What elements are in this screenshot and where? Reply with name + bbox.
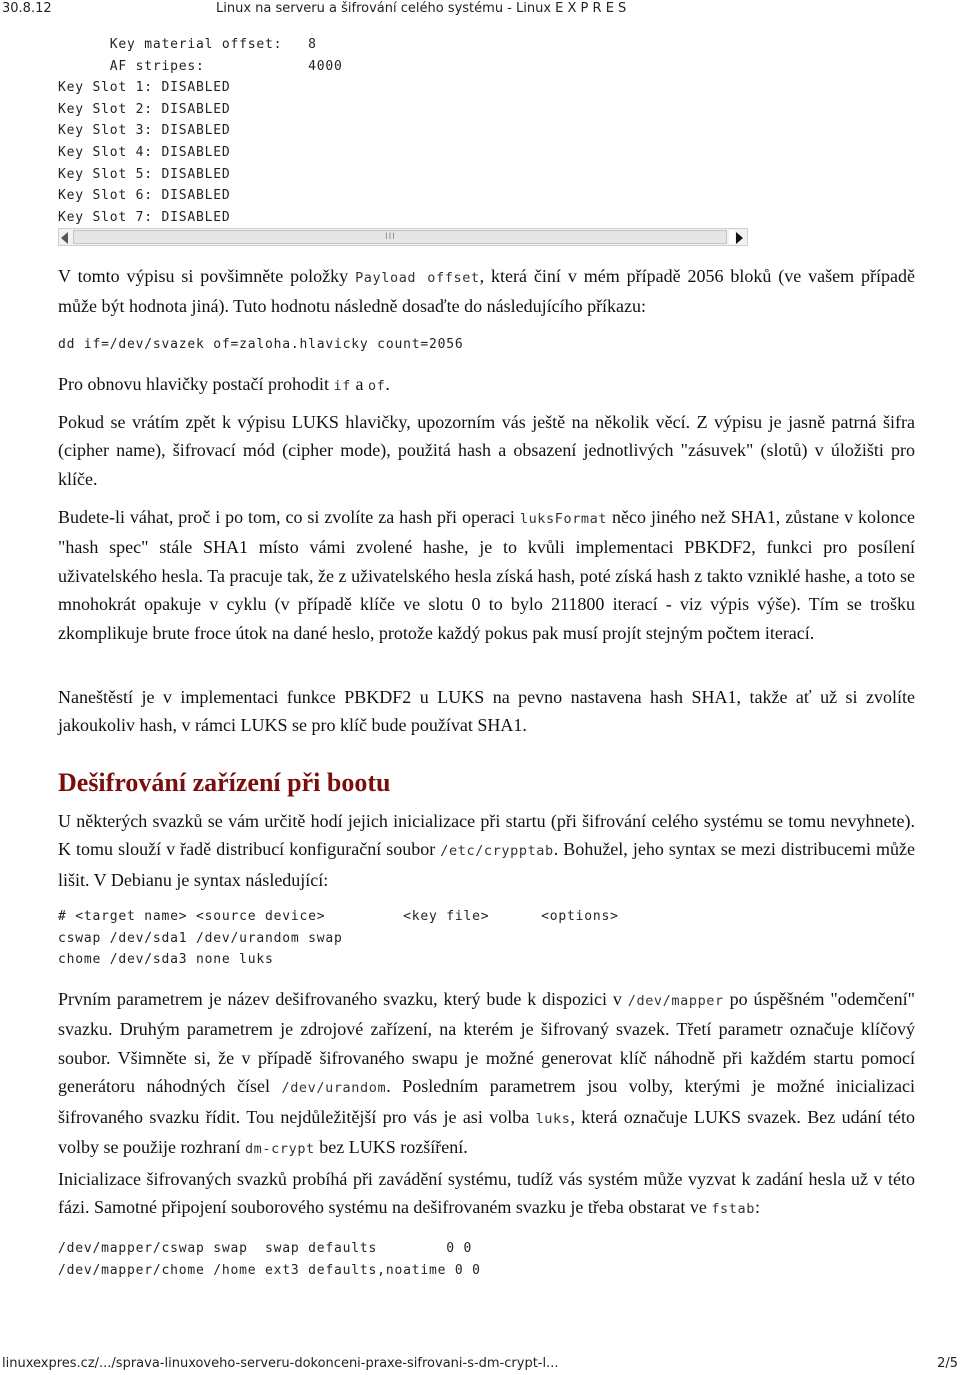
scrollbar-track-end	[729, 230, 735, 244]
paragraph-pbkdf2	[58, 503, 915, 647]
text: a	[350, 374, 368, 394]
paragraph-sha1: Naneštěstí je v implementaci funkce PBKDF2 u LUKS na pevno nastavena hash SHA1, takže ať už si zvolíte jakoukoliv hash, v rámci LUKS se pro klíč bude používat SHA1.	[58, 687, 915, 736]
paragraph-crypttab-params	[58, 985, 915, 1163]
dd-command-code: dd if=/dev/svazek of=zaloha.hlavicky count=2056	[58, 337, 464, 352]
inline-code: luksFormat	[519, 511, 608, 527]
paragraph-payload-offset	[58, 262, 915, 321]
crypttab-code-block: # <target name> <source device> <key file> <options> cswap /dev/sda1 /dev/urandom swap chome /dev/sda3 none luks	[58, 909, 619, 968]
text: něco jiného než SHA1, zůstane v kolonce "hash spec" stále SHA1 místo vámi zvolené hashe, je to kvůli implementaci PBKDF2, funkci pro posílení uživatelského hesla. Ta pracuje tak, že z uživatelského hesla získá hash, poté získá hash z takto vzniklé hashe, a toto se mnohokrát opakuje v cyklu (v případě klíče ve slotu 0 to bylo 211800 iterací - viz výpis výše). Tím se trošku zkomplikuje brute froce útok na dané heslo, protože každý pokus pak musí projít stejným počtem iterací.	[58, 507, 915, 643]
text: . Bohužel, jeho syntax se mezi distribucemi může lišit. V Debianu je syntax následující:	[58, 839, 915, 890]
print-footer	[0, 1356, 960, 1374]
text: U některých svazků se vám určitě hodí jejich inicializace při startu (při šifrování celého systému se tomu nevyhnete). K tomu slouží v řadě distribucí konfigurační soubor	[58, 811, 915, 860]
inline-code: fstab	[711, 1201, 755, 1218]
page-number: 2/5	[937, 1356, 958, 1371]
print-header	[0, 0, 960, 20]
scrollbar-thumb[interactable]	[73, 230, 727, 244]
inline-code: /dev/mapper	[627, 993, 724, 1009]
print-page-title: Linux na serveru a šifrování celého systému - Linux E X P R E S	[216, 1, 627, 16]
text: bez LUKS rozšíření.	[314, 1137, 468, 1158]
paragraph-luks-header-notes: Pokud se vrátím zpět k výpisu LUKS hlavičky, upozorním vás ještě na několik věcí. Z výpisu je jasně patrná šifra (cipher name), šifrovací mód (cipher mode), použitá hash a obsazení jednotlivých "zásuvek" (slotů) v úložišti pro klíče.	[58, 412, 915, 489]
text: po úspěšném "odemčení" svazku. Druhým parametrem je zdrojové zařízení, na kterém je šifrovaný svazek. Třetí parametr označuje klíčový soubor. Všimněte si, že v případě šifrovaného swapu je možné generovat klíč náhodně při každém startu pomocí generátoru náhodných čísel	[58, 989, 915, 1097]
horizontal-scrollbar[interactable]	[58, 228, 748, 246]
text: Prvním parametrem je název dešifrovaného svazku, který bude k dispozici v	[58, 989, 628, 1009]
text: :	[754, 1197, 760, 1218]
scrollbar-grip-icon: III	[385, 232, 396, 242]
paragraph-restore-header	[58, 370, 915, 400]
text: Inicializace šifrovaných svazků probíhá při zavádění systému, tudíž vás systém může vyzvat k zadání hesla už v této fázi. Samotné připojení souborového systému na dešifrovaném svazku je třeba obstarat ve	[58, 1169, 915, 1218]
luks-dump-code-block: Key material offset: 8 AF stripes: 4000 Key Slot 1: DISABLED Key Slot 2: DISABLED Key Slot 3: DISABLED Key Slot 4: DISABLED Key Slot 5: DISABLED Key Slot 6: DISABLED Key Slot 7: DISABLED	[58, 37, 343, 225]
inline-code: dm-crypt	[244, 1141, 315, 1158]
inline-code: if	[333, 378, 351, 394]
inline-code: luks	[535, 1110, 571, 1127]
inline-code: of	[367, 378, 386, 394]
inline-code: /dev/urandom	[281, 1080, 387, 1097]
text: . Posledním parametrem jsou volby, kterými je možné inicializaci šifrovaného svazku řídit. Tou nejdůležitější pro vás je asi volba	[58, 1076, 916, 1127]
scroll-right-arrow-icon[interactable]	[736, 232, 743, 244]
scroll-left-arrow-icon[interactable]	[61, 232, 68, 244]
fstab-code-block: /dev/mapper/cswap swap swap defaults 0 0 /dev/mapper/chome /home ext3 defaults,noatime 0 0	[58, 1241, 481, 1278]
inline-code: Payload offset	[355, 270, 480, 286]
text: V tomto výpisu si povšimněte položky	[58, 266, 356, 286]
section-heading: Dešifrování zařízení při bootu	[58, 768, 391, 797]
paragraph-fstab-intro	[58, 1165, 915, 1224]
page-url: linuxexpres.cz/.../sprava-linuxoveho-serveru-dokonceni-praxe-sifrovani-s-dm-crypt-l...	[2, 1356, 559, 1371]
text: , která činí v mém případě 2056 bloků (ve vašem případě může být hodnota jiná). Tuto hodnotu následně dosaďte do následujícího příkazu:	[58, 266, 916, 317]
text: Budete-li váhat, proč i po tom, co si zvolíte za hash při operaci	[58, 507, 520, 527]
paragraph-crypttab-intro	[58, 807, 915, 894]
text: Pro obnovu hlavičky postačí prohodit	[58, 374, 334, 394]
inline-code: /etc/crypptab	[440, 843, 554, 860]
text: .	[385, 374, 390, 394]
text: , která označuje LUKS svazek. Bez udání této volby se použije rozhraní	[58, 1106, 915, 1158]
print-date: 30.8.12	[2, 1, 52, 16]
